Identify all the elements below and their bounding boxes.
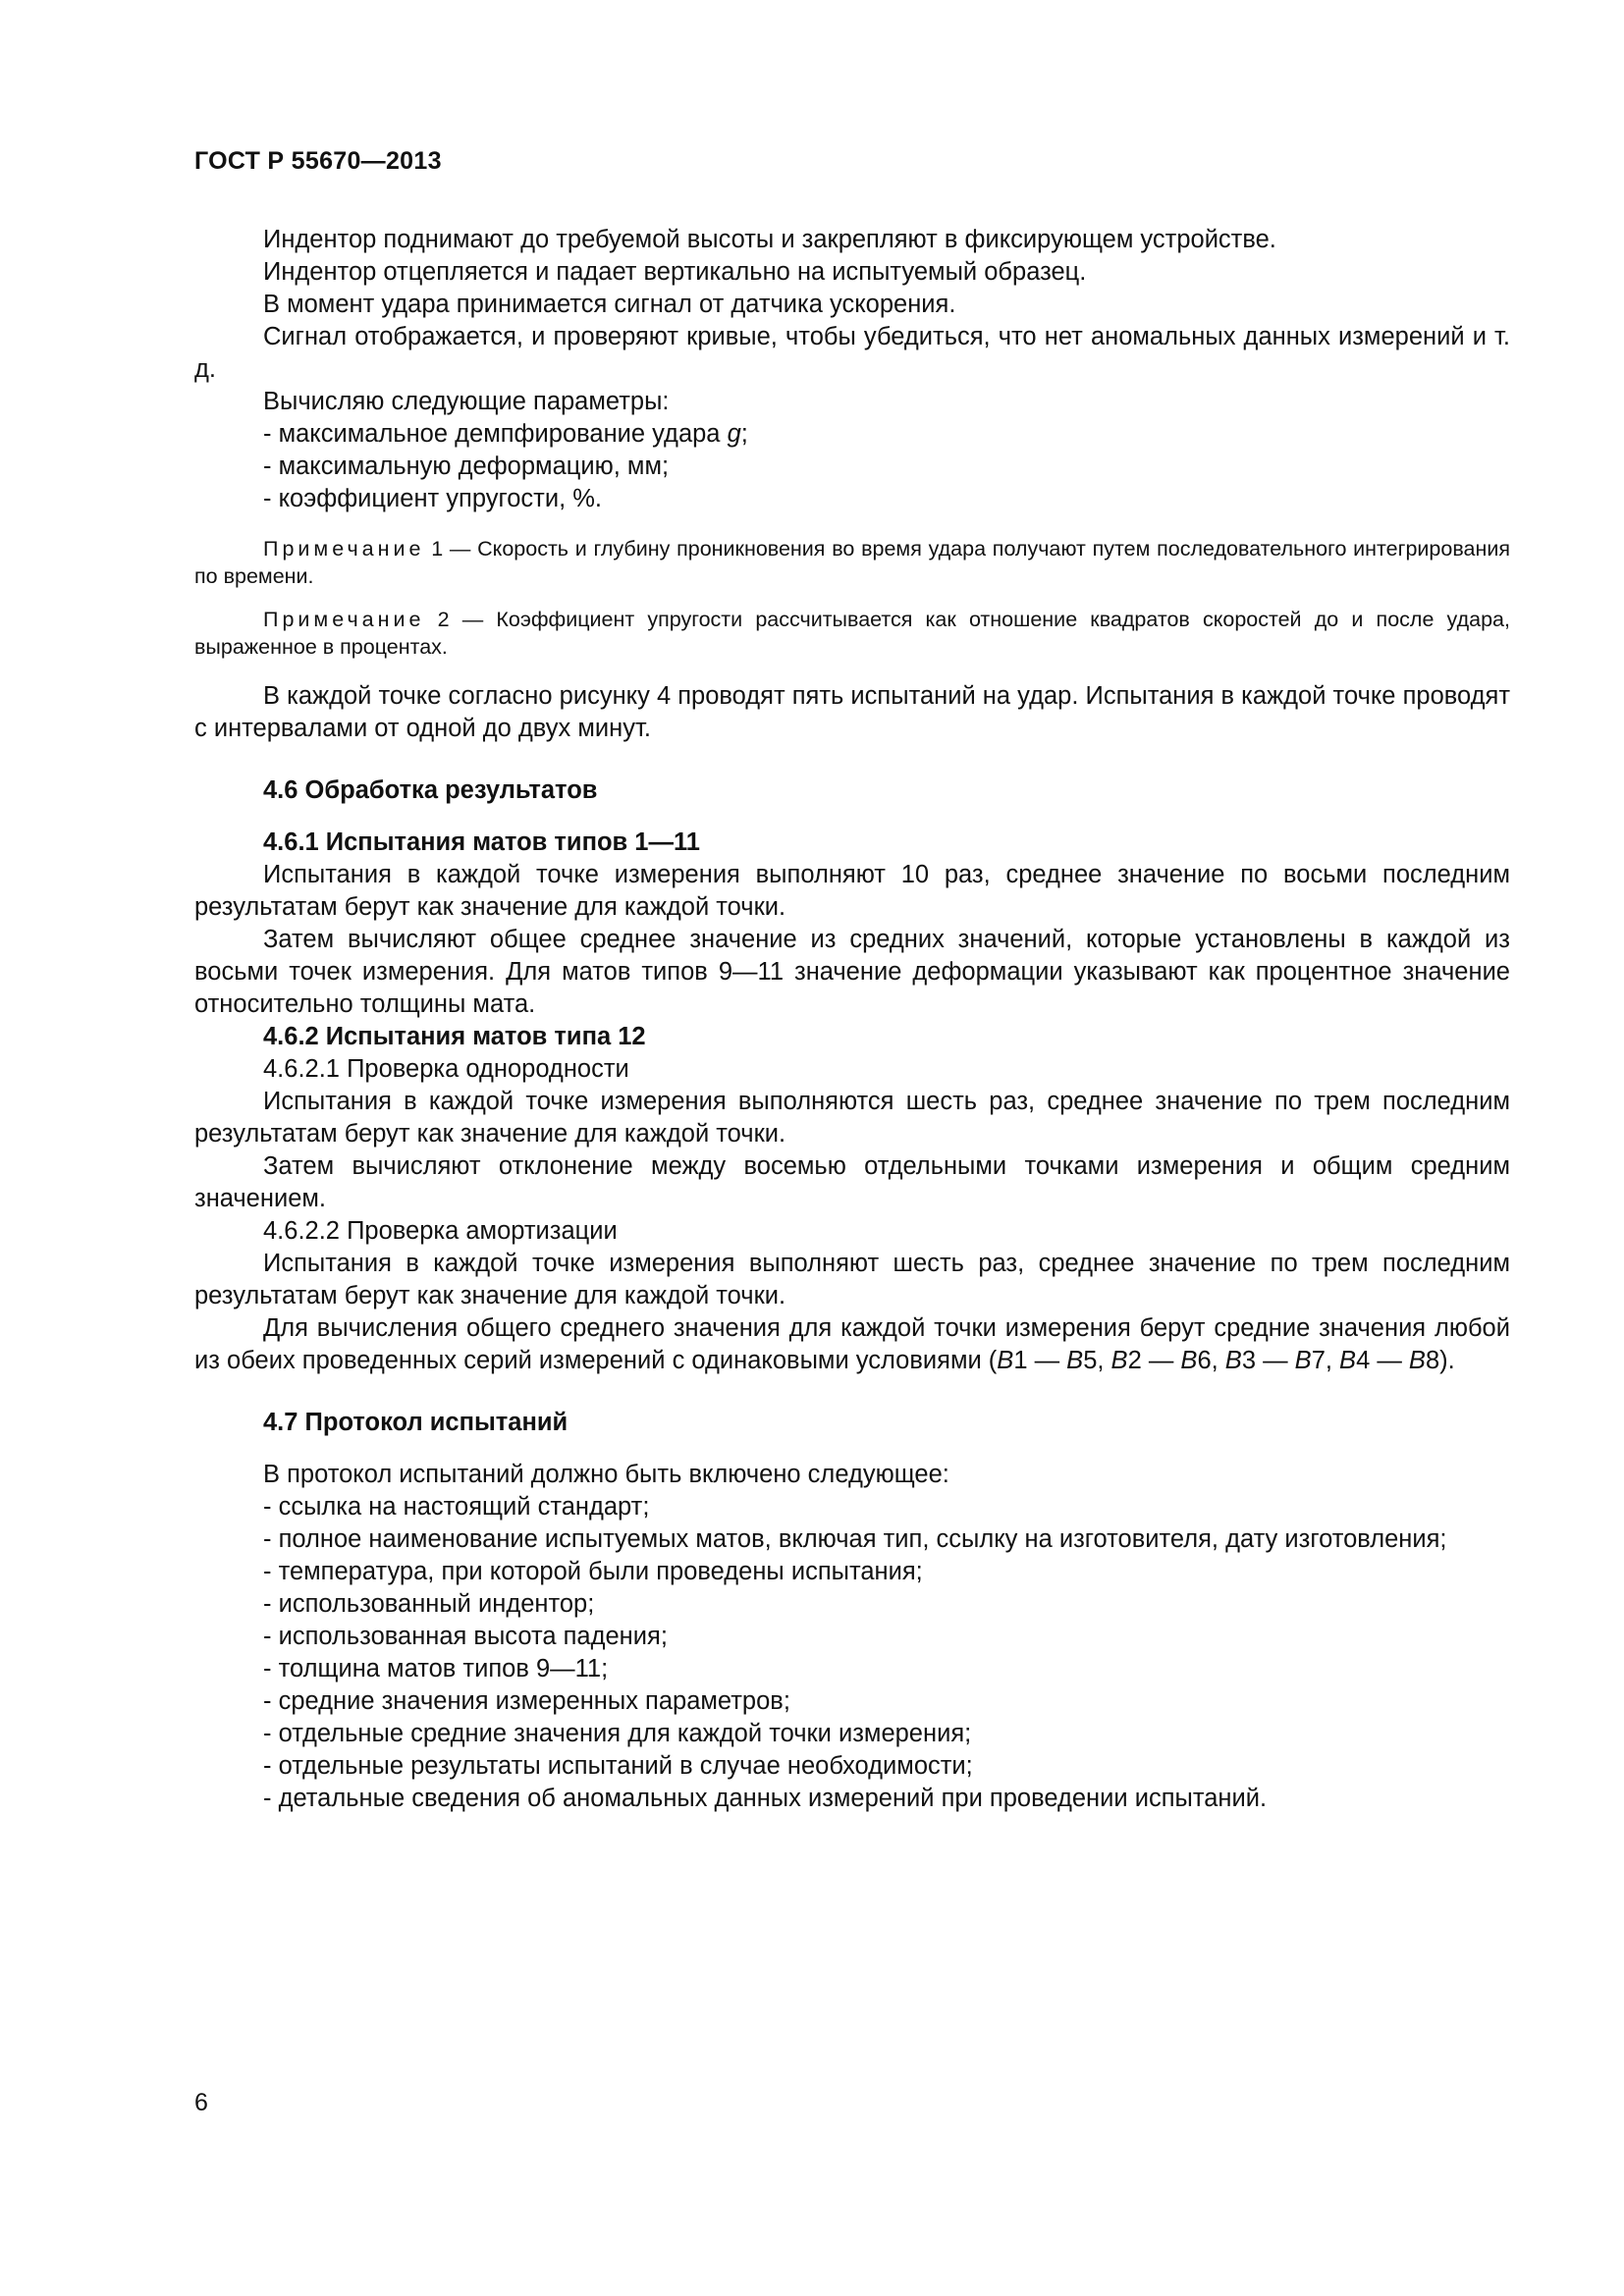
- note-1: [194, 535, 1510, 590]
- note-2: [194, 606, 1510, 661]
- protocol-item: - использованный индентор;: [263, 1590, 595, 1618]
- param-item: - максимальную деформацию, мм;: [263, 453, 670, 480]
- note-label: Примечание: [263, 537, 425, 561]
- page-content: [194, 224, 1510, 1815]
- paragraph: Затем вычисляют общее среднее значение из средних значений, которые установлены в каждой из восьми точек измерения. Для матов типов 9—11 значение деформации указывают как процентное значение относительно толщины мата.: [194, 926, 1510, 1018]
- section-4-6-1-title: 4.6.1 Испытания матов типов 1—11: [263, 828, 700, 856]
- param-suffix: ;: [740, 420, 748, 448]
- protocol-item: - отдельные результаты испытаний в случае необходимости;: [263, 1752, 973, 1780]
- param-prefix: - максимальное демпфирование удара: [263, 420, 728, 448]
- paragraph-text: Для вычисления общего среднего значения для каждой точки измерения берут средние значения любой из обеих проведенных серий измерений с одинаковыми условиями (: [194, 1314, 1510, 1374]
- paragraph: Испытания в каждой точке измерения выполняются шесть раз, среднее значение по трем последним результатам берут как значение для каждой точки.: [194, 1088, 1510, 1148]
- param-item: [194, 418, 1510, 451]
- protocol-item: - средние значения измеренных параметров;: [263, 1687, 790, 1715]
- param-variable: g: [727, 420, 741, 448]
- param-item: - коэффициент упругости, %.: [263, 485, 603, 512]
- protocol-item: - полное наименование испытуемых матов, включая тип, ссылку на изготовителя, дату изготовления;: [263, 1525, 1447, 1553]
- section-4-6-title: 4.6 Обработка результатов: [263, 776, 598, 804]
- subsection-4-6-2-2-title: 4.6.2.2 Проверка амортизации: [263, 1217, 618, 1245]
- note-text: 2 — Коэффициент упругости рассчитывается как отношение квадратов скоростей до и после удара, выраженное в процентах.: [194, 608, 1510, 659]
- protocol-item: - использованная высота падения;: [263, 1623, 668, 1650]
- document-header: ГОСТ Р 55670—2013: [194, 147, 442, 175]
- subsection-4-6-2-1-title: 4.6.2.1 Проверка однородности: [263, 1055, 629, 1083]
- protocol-item: - температура, при которой были проведены испытания;: [263, 1558, 923, 1585]
- protocol-item: - детальные сведения об аномальных данных измерений при проведении испытаний.: [263, 1785, 1268, 1812]
- paragraph: Испытания в каждой точке измерения выполняют 10 раз, среднее значение по восьми последним результатам берут как значение для каждой точки.: [194, 861, 1510, 921]
- protocol-item: - ссылка на настоящий стандарт;: [263, 1493, 650, 1521]
- note-text: 1 — Скорость и глубину проникновения во время удара получают путем последовательного интегрирования по времени.: [194, 537, 1510, 588]
- protocol-item: - отдельные средние значения для каждой точки измерения;: [263, 1720, 972, 1747]
- impact-tests-paragraph: В каждой точке согласно рисунку 4 проводят пять испытаний на удар. Испытания в каждой точке проводят с интервалами от одной до двух минут.: [194, 682, 1510, 742]
- section-4-6-2-title: 4.6.2 Испытания матов типа 12: [263, 1023, 646, 1050]
- protocol-item: - толщина матов типов 9—11;: [263, 1655, 609, 1682]
- procedure-line: Индентор отцепляется и падает вертикально на испытуемый образец.: [263, 258, 1087, 286]
- section-4-7-title: 4.7 Протокол испытаний: [263, 1409, 568, 1436]
- paragraph: Для вычисления общего среднего значения для каждой точки измерения берут средние значения любой из обеих проведенных серий измерений с одинаковыми условиями (B1 — B5, B2 — B6, B3 — B7, B4 — B8).: [194, 1314, 1510, 1374]
- protocol-intro: В протокол испытаний должно быть включено следующее:: [263, 1461, 949, 1488]
- procedure-line: Индентор поднимают до требуемой высоты и закрепляют в фиксирующем устройстве.: [263, 226, 1276, 253]
- procedure-line: В момент удара принимается сигнал от датчика ускорения.: [263, 291, 956, 318]
- procedure-line: Вычисляю следующие параметры:: [263, 388, 670, 415]
- paragraph: Затем вычисляют отклонение между восемью отдельными точками измерения и общим средним значением.: [194, 1152, 1510, 1212]
- paragraph-close: ).: [1439, 1347, 1455, 1374]
- note-label: Примечание: [263, 608, 425, 631]
- procedure-line: Сигнал отображается, и проверяют кривые, чтобы убедиться, что нет аномальных данных измерений и т. д.: [194, 323, 1510, 383]
- paragraph: Испытания в каждой точке измерения выполняют шесть раз, среднее значение по трем последним результатам берут как значение для каждой точки.: [194, 1250, 1510, 1309]
- page-number: 6: [194, 2089, 208, 2116]
